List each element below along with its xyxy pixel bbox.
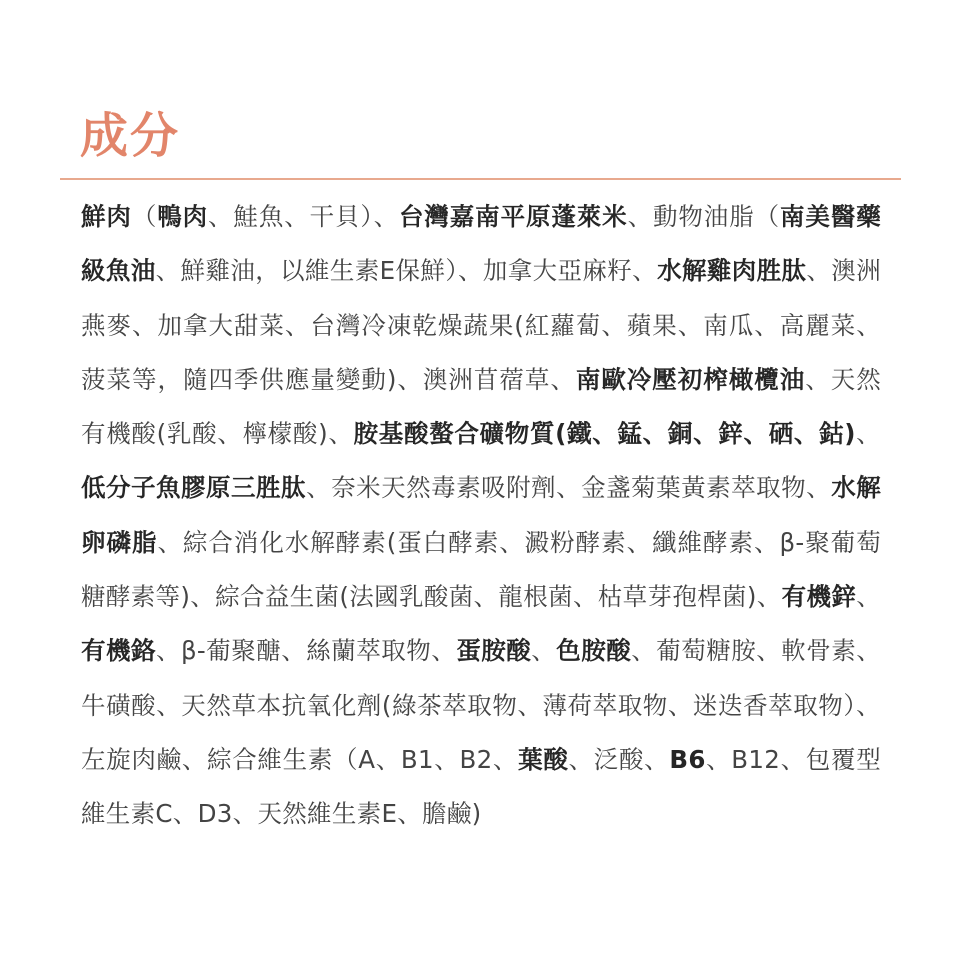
ingredient-text: 、鮮雞油，以維生素E保鮮）、加拿大亞麻籽、 <box>155 256 658 286</box>
ingredient-text: 、 <box>855 419 881 449</box>
ingredient-highlight: 南美醫藥級魚油 <box>81 202 881 286</box>
ingredient-text: （ <box>131 202 158 231</box>
ingredient-highlight: B6 <box>669 744 706 774</box>
ingredient-highlight: 低分子魚膠原三胜肽 <box>81 473 307 503</box>
ingredient-highlight: 水解卵磷脂 <box>81 473 881 557</box>
ingredient-text: 、B12、包覆型維生素C、D3、天然維生素E、膽鹼) <box>81 744 882 829</box>
ingredient-text: 、動物油脂（ <box>627 202 780 231</box>
ingredient-highlight: 色胺酸 <box>556 636 632 666</box>
ingredient-text: 、天然有機酸(乳酸、檸檬酸)、 <box>81 364 882 449</box>
title-divider <box>60 178 901 180</box>
ingredient-text: 、 <box>531 636 557 666</box>
ingredients-list <box>81 190 881 842</box>
ingredient-text: 、綜合消化水解酵素(蛋白酵素、澱粉酵素、纖維酵素、β-聚葡萄糖酵素等)、綜合益生菌(法國乳酸菌、龍根菌、枯草芽孢桿菌)、 <box>81 527 882 612</box>
ingredient-highlight: 有機鋅 <box>781 582 857 612</box>
ingredient-text: 、澳洲燕麥、加拿大甜菜、台灣冷凍乾燥蔬果(紅蘿蔔、蘋果、南瓜、高麗菜、菠菜等，隨四季供應量變動)、澳洲苜蓿草、 <box>81 256 881 394</box>
ingredient-text: 、鮭魚、干貝）、 <box>208 202 399 231</box>
section-title: 成分 <box>80 108 181 164</box>
ingredient-highlight: 南歐冷壓初榨橄欖油 <box>575 364 806 394</box>
ingredient-highlight: 鴨肉 <box>157 202 209 231</box>
ingredient-text: 、奈米天然毒素吸附劑、金盞菊葉黃素萃取物、 <box>306 473 832 503</box>
ingredient-text: 、β-葡聚醣、絲蘭萃取物、 <box>156 636 457 666</box>
ingredient-highlight: 有機鉻 <box>81 636 156 666</box>
ingredient-text: 、泛酸、 <box>568 744 670 774</box>
ingredient-highlight: 台灣嘉南平原蓬萊米 <box>398 202 628 231</box>
ingredient-text: 、葡萄糖胺、軟骨素、牛磺酸、天然草本抗氧化劑(綠茶萃取物、薄荷萃取物、迷迭香萃取物）、左旋肉鹼、綜合維生素（A、B1、B2、 <box>81 636 882 774</box>
ingredient-highlight: 胺基酸螯合礦物質(鐵、錳、銅、鋅、硒、鈷) <box>353 419 856 449</box>
ingredient-text: 、 <box>856 582 881 612</box>
ingredient-highlight: 水解雞肉胜肽 <box>657 256 807 286</box>
ingredient-highlight: 葉酸 <box>518 744 569 774</box>
ingredient-highlight: 蛋胺酸 <box>456 636 532 666</box>
ingredient-highlight: 鮮肉 <box>81 202 132 231</box>
